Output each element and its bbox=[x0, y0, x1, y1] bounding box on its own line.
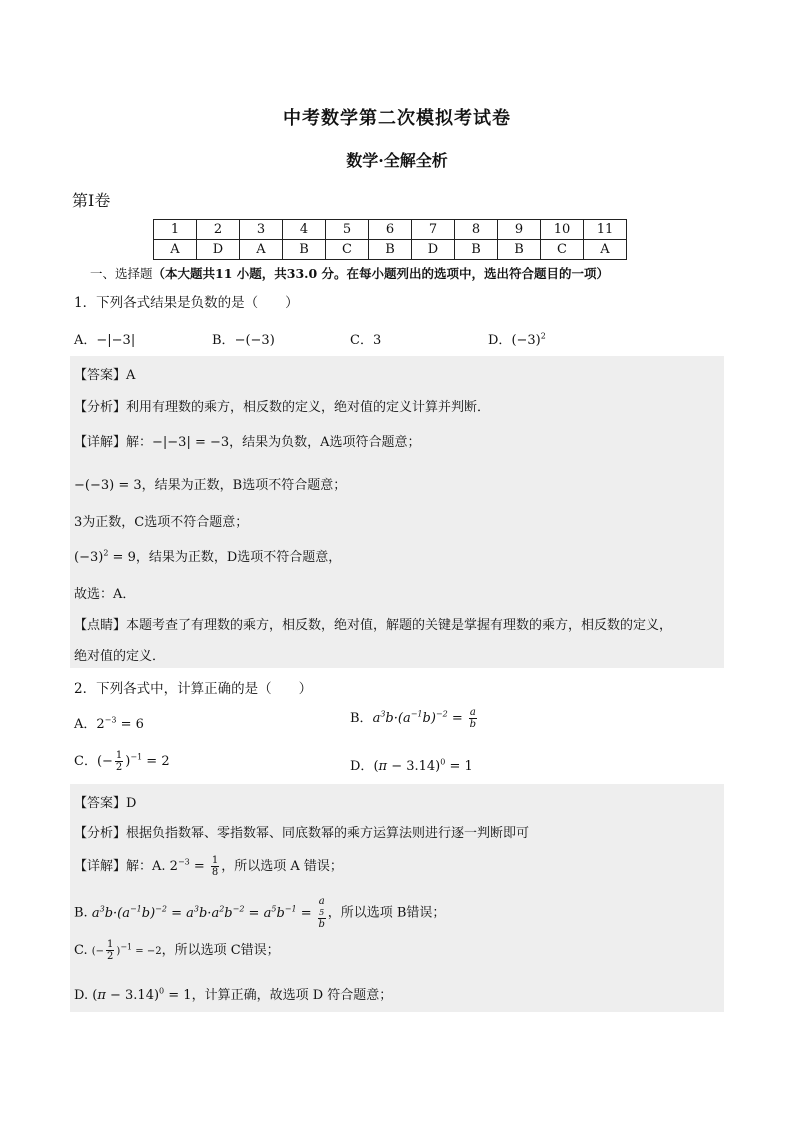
q2-option-a: A．$2^{-3} = 6$ bbox=[74, 715, 144, 732]
answer-table-answer-cell: B bbox=[283, 240, 326, 260]
answer-table-number-cell: 3 bbox=[240, 220, 283, 240]
q2-option-d: D．$(\pi - 3.14)^0 = 1$ bbox=[350, 757, 473, 774]
section-desc: （本大题共11 小题，共33.0 分。在每小题列出的选项中，选出符合题目的一项） bbox=[152, 266, 610, 281]
q1-comment-line-2: 绝对值的定义． bbox=[74, 649, 166, 664]
q1-detail-3: 3为正数，C选项不符合题意； bbox=[74, 515, 249, 530]
page-title: 中考数学第二次模拟考试卷 bbox=[283, 108, 511, 129]
answer-table-answer-cell: A bbox=[240, 240, 283, 260]
q1-option-c: C．3 bbox=[350, 333, 382, 348]
q2-option-c: C．(− $\frac{1}{2}$ )$^{-1}$ = 2 bbox=[74, 750, 170, 773]
answer-table-number-cell: 2 bbox=[197, 220, 240, 240]
answer-table-number-cell: 8 bbox=[455, 220, 498, 240]
q1-analysis: 【分析】利用有理数的乘方，相反数的定义，绝对值的定义计算并判断． bbox=[74, 400, 491, 415]
q2-analysis: 【分析】根据负指数幂、零指数幂、同底数幂的乘方运算法则进行逐一判断即可 bbox=[74, 826, 530, 841]
q1-option-a: A．−|−3| bbox=[74, 333, 136, 348]
answer-table-answer-cell: A bbox=[154, 240, 197, 260]
answer-table-number-cell: 10 bbox=[541, 220, 584, 240]
answer-table-answer-cell: D bbox=[412, 240, 455, 260]
answer-table-answer-cell: B bbox=[498, 240, 541, 260]
answer-table-answer-cell: D bbox=[197, 240, 240, 260]
q1-answer: 【答案】A bbox=[74, 368, 136, 383]
answer-table-number-cell: 9 bbox=[498, 220, 541, 240]
answer-table-answer-cell: C bbox=[541, 240, 584, 260]
q2-detail-a: 【详解】解：A. $2^{-3}$ = $\frac{1}{8}$ ，所以选项 A 错误； bbox=[74, 855, 343, 878]
q1-detail-1: 【详解】解：−|−3| = −3，结果为负数，A选项符合题意； bbox=[74, 435, 421, 450]
answer-table-number-cell: 4 bbox=[283, 220, 326, 240]
q2-option-b: B．$a^3b\cdot(a^{-1}b)^{-2}$ = $\frac{a}{b}$ bbox=[350, 707, 477, 730]
question-1-stem: 1．下列各式结果是负数的是（ ） bbox=[74, 295, 299, 311]
answer-table-number-cell: 6 bbox=[369, 220, 412, 240]
q1-option-b: B．−(−3) bbox=[212, 333, 275, 348]
q2-detail-b: B. $a^3b\cdot(a^{-1}b)^{-2} = a^3b\cdot a^2b^{-2} = a^5b^{-1}$ = a 5 b ，所以选项 B错误； bbox=[74, 896, 446, 930]
answer-table-answer-cell: A bbox=[584, 240, 627, 260]
q1-detail-2: −(−3) = 3，结果为正数，B选项不符合题意； bbox=[74, 478, 347, 493]
answer-table-numbers-row bbox=[154, 220, 627, 240]
q2-detail-d: D. $(\pi - 3.14)^0 = 1$，计算正确，故选项 D 符合题意； bbox=[74, 986, 393, 1003]
answer-table-answer-cell: B bbox=[369, 240, 412, 260]
q1-detail-4: $(-3)^2 = 9$，结果为正数，D选项不符合题意， bbox=[74, 548, 342, 565]
answer-table-number-cell: 5 bbox=[326, 220, 369, 240]
page-subtitle: 数学·全解全析 bbox=[346, 151, 448, 170]
answer-table-answers-row bbox=[154, 240, 627, 260]
answer-table-number-cell: 1 bbox=[154, 220, 197, 240]
part-label: 第Ⅰ卷 bbox=[72, 191, 111, 210]
section-heading bbox=[90, 264, 609, 282]
section-prefix: 一、选择题 bbox=[90, 266, 153, 281]
answer-table-answer-cell: B bbox=[455, 240, 498, 260]
answer-table-number-cell: 11 bbox=[584, 220, 627, 240]
q2-detail-c: C. (− $\frac{1}{2}$ )$^{-1}$ = −2，所以选项 C错误； bbox=[74, 939, 280, 962]
q1-conclusion: 故选：A． bbox=[74, 587, 136, 602]
question-2-stem: 2．下列各式中，计算正确的是（ ） bbox=[74, 681, 313, 697]
answer-table-answer-cell: C bbox=[326, 240, 369, 260]
answer-table bbox=[153, 219, 627, 260]
answer-table-number-cell: 7 bbox=[412, 220, 455, 240]
q1-option-d: D．$(-3)^2$ bbox=[488, 331, 546, 348]
q1-comment-line-1: 【点睛】本题考查了有理数的乘方，相反数，绝对值，解题的关键是掌握有理数的乘方，相反数的定义， bbox=[74, 618, 673, 633]
q2-answer: 【答案】D bbox=[74, 796, 137, 811]
